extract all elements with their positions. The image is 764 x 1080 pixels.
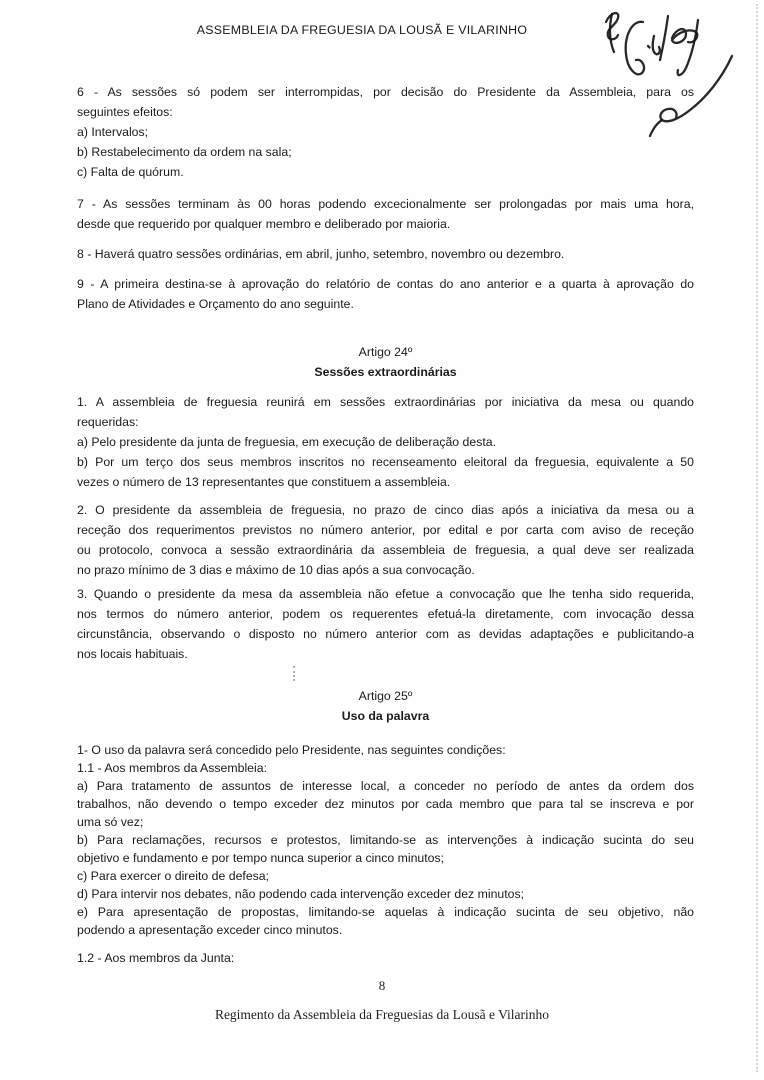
paragraph-line: receção dos requerimentos previstos no número anterior, por edital e por carta com aviso de receção [77, 523, 694, 537]
article-25-item-c: c) Para exercer o direito de defesa; [77, 869, 270, 883]
paragraph-line: a) Pelo presidente da junta de freguesia, em execução de deliberação desta. [77, 435, 497, 449]
article-25-item-a [77, 777, 694, 831]
paragraph-line: 8 - Haverá quatro sessões ordinárias, em abril, junho, setembro, novembro ou dezembro. [77, 247, 565, 261]
article-25-item-d: d) Para intervir nos debates, não podendo cada intervenção exceder dez minutos; [77, 887, 525, 901]
paragraph-line: podendo a apresentação exceder cinco minutos. [77, 923, 343, 937]
article-25-body [77, 741, 694, 967]
paragraph-line: requeridas: [77, 415, 139, 429]
document-header-title: ASSEMBLEIA DA FREGUESIA DA LOUSÃ E VILARINHO [196, 23, 528, 37]
article-25-item-e [77, 903, 694, 939]
paragraph-line: nos termos do número anterior, podem os requerentes efetuá-la diretamente, com invocação dessa [77, 607, 694, 621]
paragraph-line: 1- O uso da palavra será concedido pelo Presidente, nas seguintes condições: [77, 743, 506, 757]
document-footer: Regimento da Assembleia da Freguesias da Lousã e Vilarinho [214, 1007, 550, 1022]
paragraph-line: 3. Quando o presidente da mesa da assembleia não efetue a convocação que lhe tenha sido requerida, [77, 587, 694, 601]
paragraph-line: 6 - As sessões só podem ser interrompidas, por decisão do Presidente da Assembleia, para os [77, 85, 694, 99]
paragraph-line: b) Por um terço dos seus membros inscritos no recenseamento eleitoral da freguesia, equivalente a 50 [77, 455, 694, 469]
paragraph-9 [77, 274, 694, 314]
article-25-item-b [77, 831, 694, 867]
paragraph-line: a) Para tratamento de assuntos de interesse local, a conceder no período de antes da ordem dos [77, 779, 694, 793]
paragraph-6 [77, 82, 694, 122]
paragraph-line: e) Para apresentação de propostas, limitando-se aquelas à indicação sucinta de seu objetivo, não [77, 905, 694, 919]
article-title: Uso da palavra [341, 709, 430, 723]
list-item-b: b) Restabelecimento da ordem na sala; [77, 145, 292, 159]
paragraph-line: no prazo mínimo de 3 dias e máximo de 10 dias após a sua convocação. [77, 563, 475, 577]
paragraph-line: 1. A assembleia de freguesia reunirá em sessões extraordinárias por iniciativa da mesa ou quando [77, 395, 694, 409]
scan-artifact-mark [293, 666, 295, 681]
document-body [77, 82, 694, 967]
paragraph-line: 7 - As sessões terminam às 00 horas podendo excecionalmente ser prolongadas por mais uma hora, [77, 197, 694, 211]
scan-edge-artifact [756, 4, 758, 1072]
article-25-heading [77, 686, 694, 726]
paragraph-line: uma só vez; [77, 815, 144, 829]
paragraph-8 [77, 244, 694, 264]
paragraph-line: desde que requerido por qualquer membro e deliberado por maioria. [77, 217, 451, 231]
article-24-heading [77, 342, 694, 382]
article-title: Sessões extraordinárias [314, 365, 457, 379]
list-item-a: a) Intervalos; [77, 125, 149, 139]
list-item-c: c) Falta de quórum. [77, 165, 184, 179]
paragraph-line: nos locais habituais. [77, 647, 188, 661]
article-number: Artigo 25º [358, 689, 413, 703]
page-number: 8 [378, 978, 386, 993]
paragraph-line: trabalhos, não devendo o tempo exceder dez minutos por cada membro que para tal se inscreva e por [77, 797, 694, 811]
paragraph-line: ou protocolo, convoca a sessão extraordinária da assembleia de freguesia, a qual deve ser realizada [77, 543, 694, 557]
paragraph-line: Plano de Atividades e Orçamento do ano seguinte. [77, 297, 354, 311]
paragraph-line: 9 - A primeira destina-se à aprovação do relatório de contas do ano anterior e a quarta à aprovação do [77, 277, 694, 291]
article-24-paragraph-3 [77, 584, 694, 664]
paragraph-line: circunstância, observando o disposto no número anterior com as devidas adaptações e publicitando-a [77, 627, 694, 641]
article-24-paragraph-2 [77, 500, 694, 580]
paragraph-line: seguintes efeitos: [77, 105, 173, 119]
article-number: Artigo 24º [358, 345, 413, 359]
paragraph-line: 1.1 - Aos membros da Assembleia: [77, 761, 268, 775]
paragraph-line: objetivo e fundamento e por tempo nunca superior a cinco minutos; [77, 851, 445, 865]
article-24-paragraph-1 [77, 392, 694, 492]
paragraph-line: 2. O presidente da assembleia de freguesia, no prazo de cinco dias após a iniciativa da mesa ou a [77, 503, 694, 517]
paragraph-1-2: 1.2 - Aos membros da Junta: [77, 951, 235, 965]
paragraph-line: vezes o número de 13 representantes que constituem a assembleia. [77, 475, 451, 489]
paragraph-line: b) Para reclamações, recursos e protestos, limitando-se as intervenções à indicação sucinta do seu [77, 833, 694, 847]
paragraph-7 [77, 194, 694, 234]
